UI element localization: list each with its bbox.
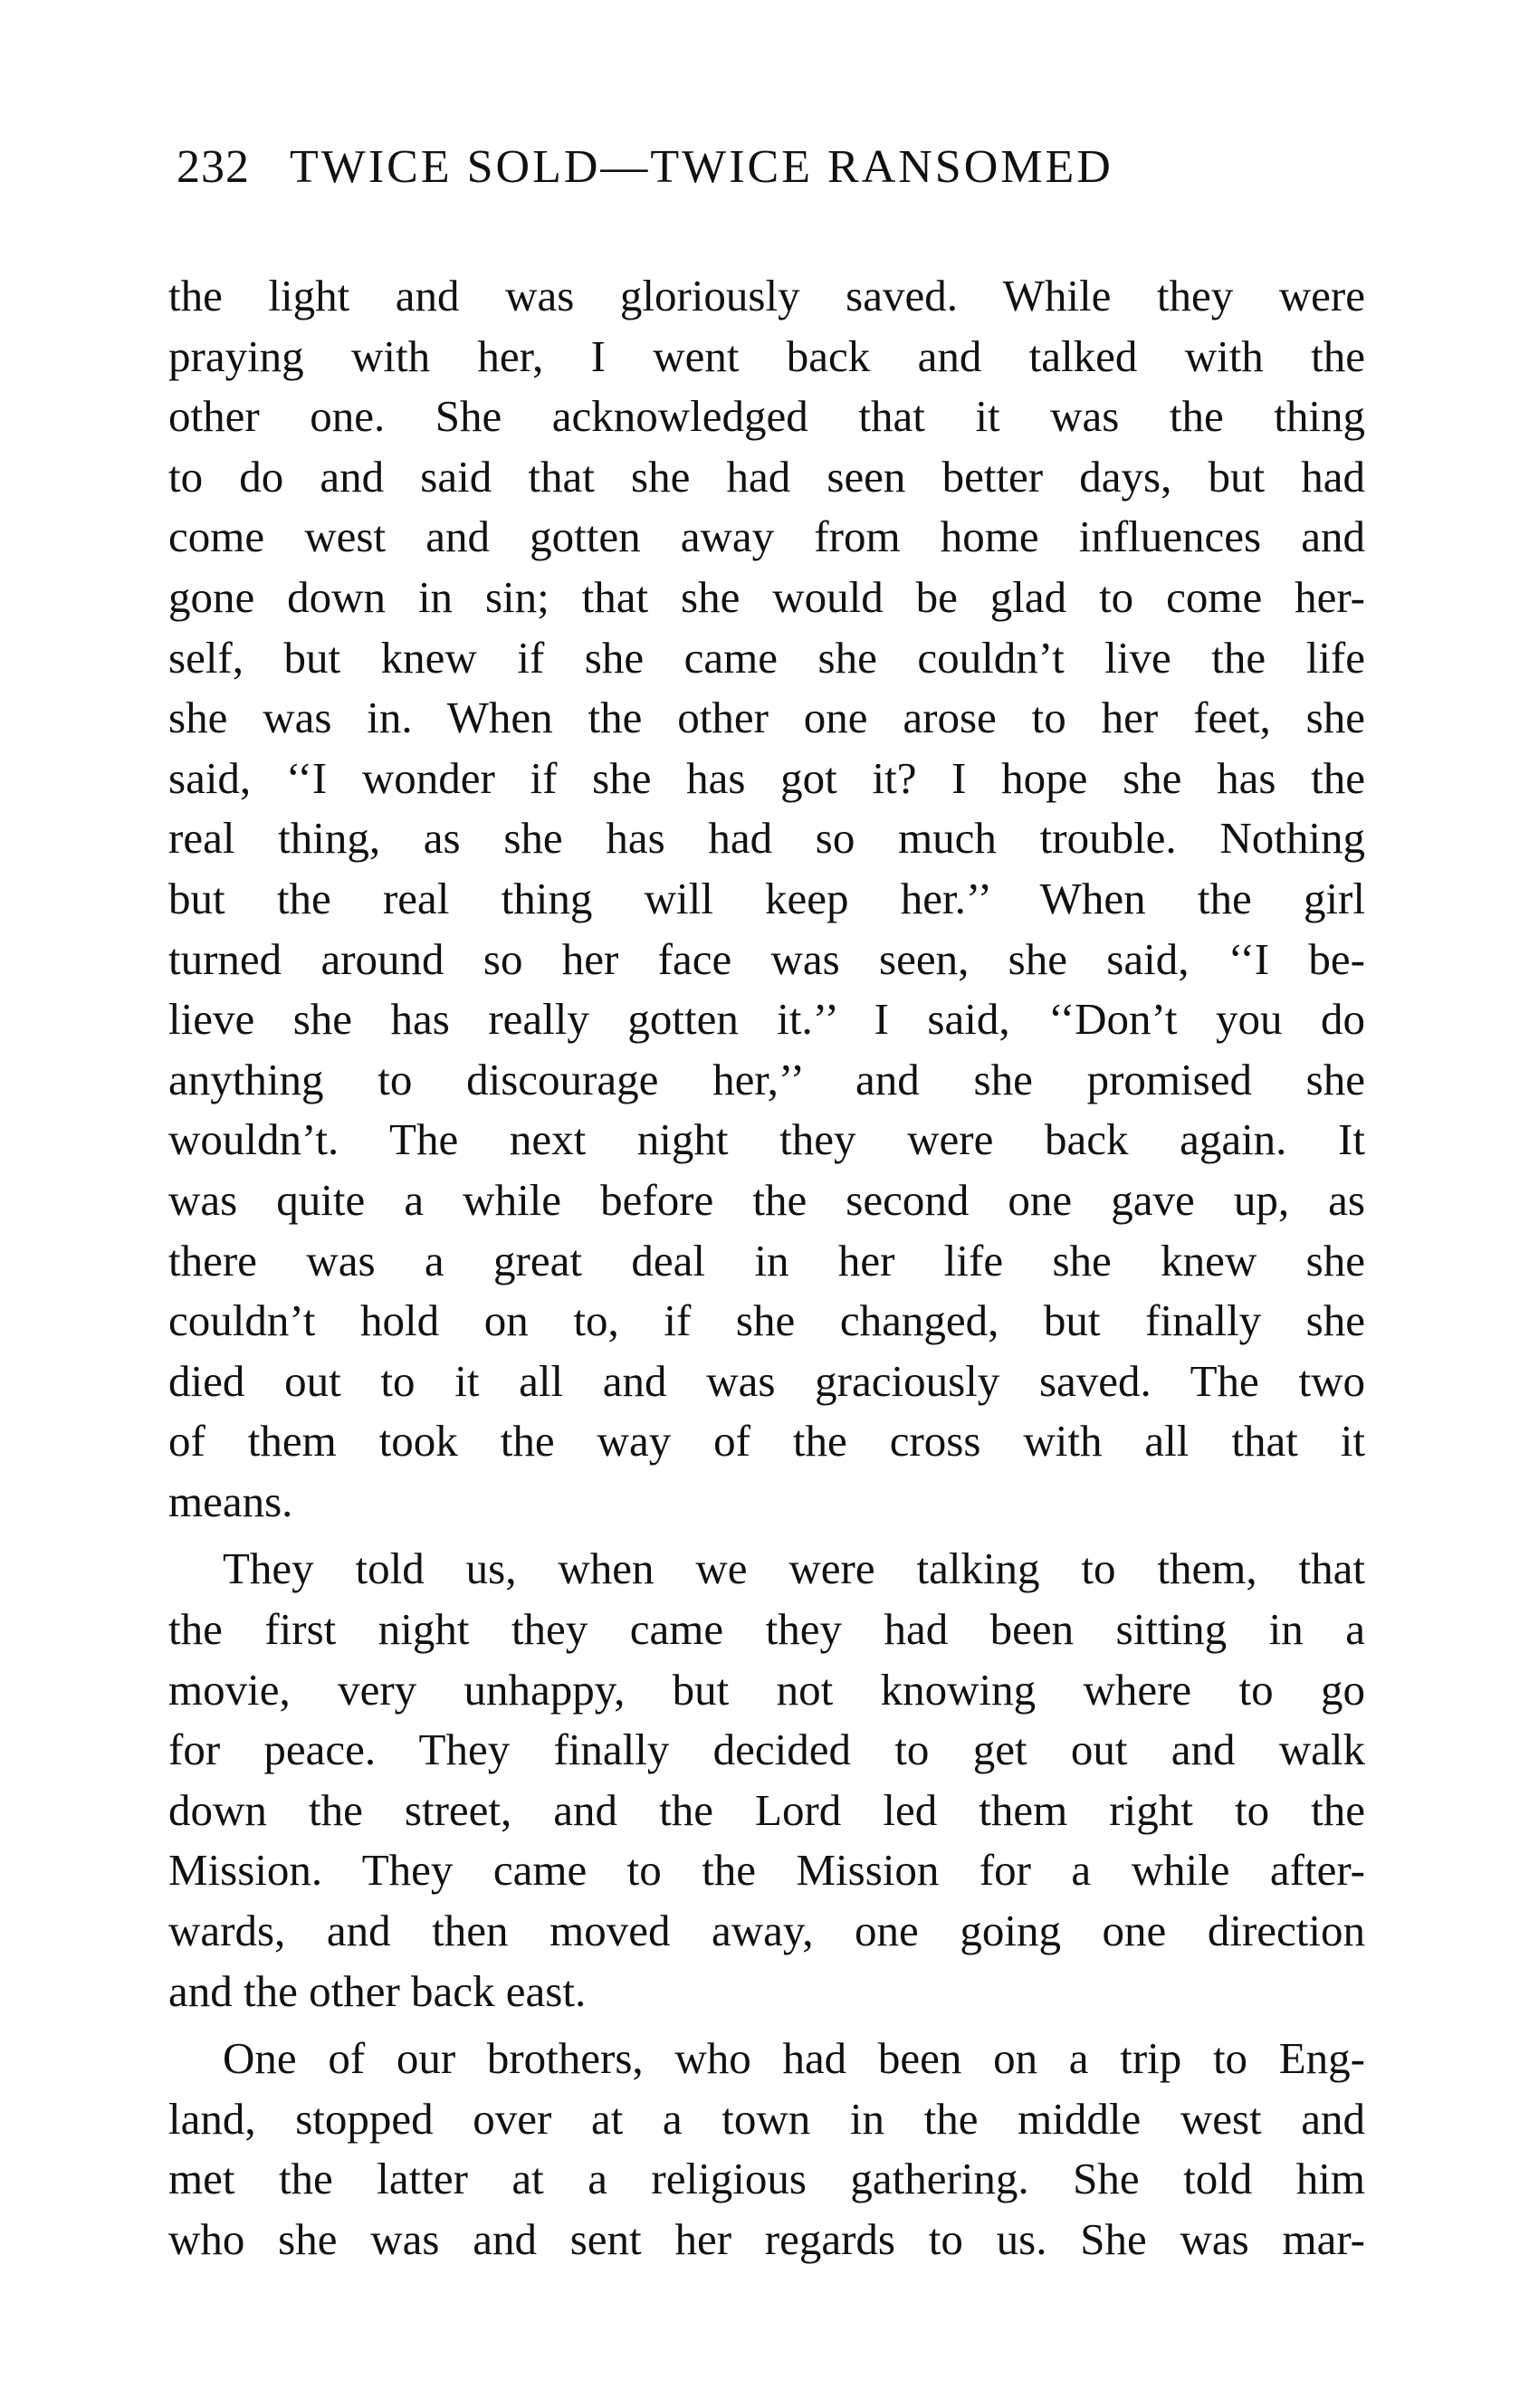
text-line: Mission. They came to the Mission for a while after- (168, 1845, 1365, 1896)
text-line: the light and was gloriously saved. While they were (168, 271, 1365, 320)
paragraph (168, 2029, 1365, 2269)
text-line: there was a great deal in her life she knew she (168, 1235, 1365, 1285)
text-line: They told us, when we were talking to them, that (223, 1543, 1365, 1594)
text-line: gone down in sin; that she would be glad to come her- (168, 571, 1365, 622)
text-line: praying with her, I went back and talked with the (168, 330, 1365, 381)
paragraph (168, 1539, 1365, 2021)
text-line: to do and said that she had seen better days, but had (168, 451, 1365, 502)
running-title: TWICE SOLD—TWICE RANSOMED (290, 141, 1113, 193)
text-line: other one. She acknowledged that it was the thing (168, 391, 1365, 442)
text-line: but the real thing will keep her.’’ When the girl (168, 873, 1365, 923)
running-head (177, 136, 1353, 199)
text-line: the first night they came they had been sitting in a (168, 1604, 1365, 1655)
text-line: lieve she has really gotten it.’’ I said, ‘‘Don’t you do (168, 994, 1365, 1045)
text-line: and the other back east. (168, 1965, 587, 2016)
text-line: died out to it all and was graciously saved. The two (168, 1355, 1365, 1406)
text-line: for peace. They finally decided to get out and walk (168, 1725, 1365, 1775)
text-line: down the street, and the Lord led them right to the (168, 1784, 1365, 1835)
text-line: real thing, as she has had so much trouble. Nothing (168, 813, 1365, 864)
text-line: met the latter at a religious gathering. She told him (168, 2154, 1365, 2204)
text-line: wards, and then moved away, one going one direction (168, 1906, 1365, 1956)
text-line: One of our brothers, who had been on a trip to Eng- (223, 2033, 1365, 2084)
body-text (168, 266, 1365, 2270)
text-line: means. (168, 1476, 293, 1526)
text-line: wouldn’t. The next night they were back again. It (168, 1114, 1365, 1165)
text-line: turned around so her face was seen, she said, ‘‘I be- (168, 933, 1365, 984)
text-line: of them took the way of the cross with all that it (168, 1416, 1365, 1467)
text-line: was quite a while before the second one gave up, as (168, 1174, 1365, 1225)
paragraph-gap (168, 1532, 1365, 1539)
text-line: self, but knew if she came she couldn’t live the life (168, 632, 1365, 683)
page-number: 232 (177, 141, 250, 193)
text-line: come west and gotten away from home influences and (168, 511, 1365, 562)
text-line: who she was and sent her regards to us. She was mar- (168, 2214, 1365, 2264)
text-line: said, ‘‘I wonder if she has got it? I hope she has the (168, 752, 1365, 803)
paragraph (168, 266, 1365, 1532)
text-line: she was in. When the other one arose to her feet, she (168, 693, 1365, 743)
paragraph-gap (168, 2021, 1365, 2029)
text-line: anything to discourage her,’’ and she promised she (168, 1054, 1365, 1104)
text-line: land, stopped over at a town in the middle west and (168, 2093, 1365, 2144)
text-line: movie, very unhappy, but not knowing where to go (168, 1664, 1365, 1715)
text-line: couldn’t hold on to, if she changed, but finally she (168, 1295, 1365, 1346)
